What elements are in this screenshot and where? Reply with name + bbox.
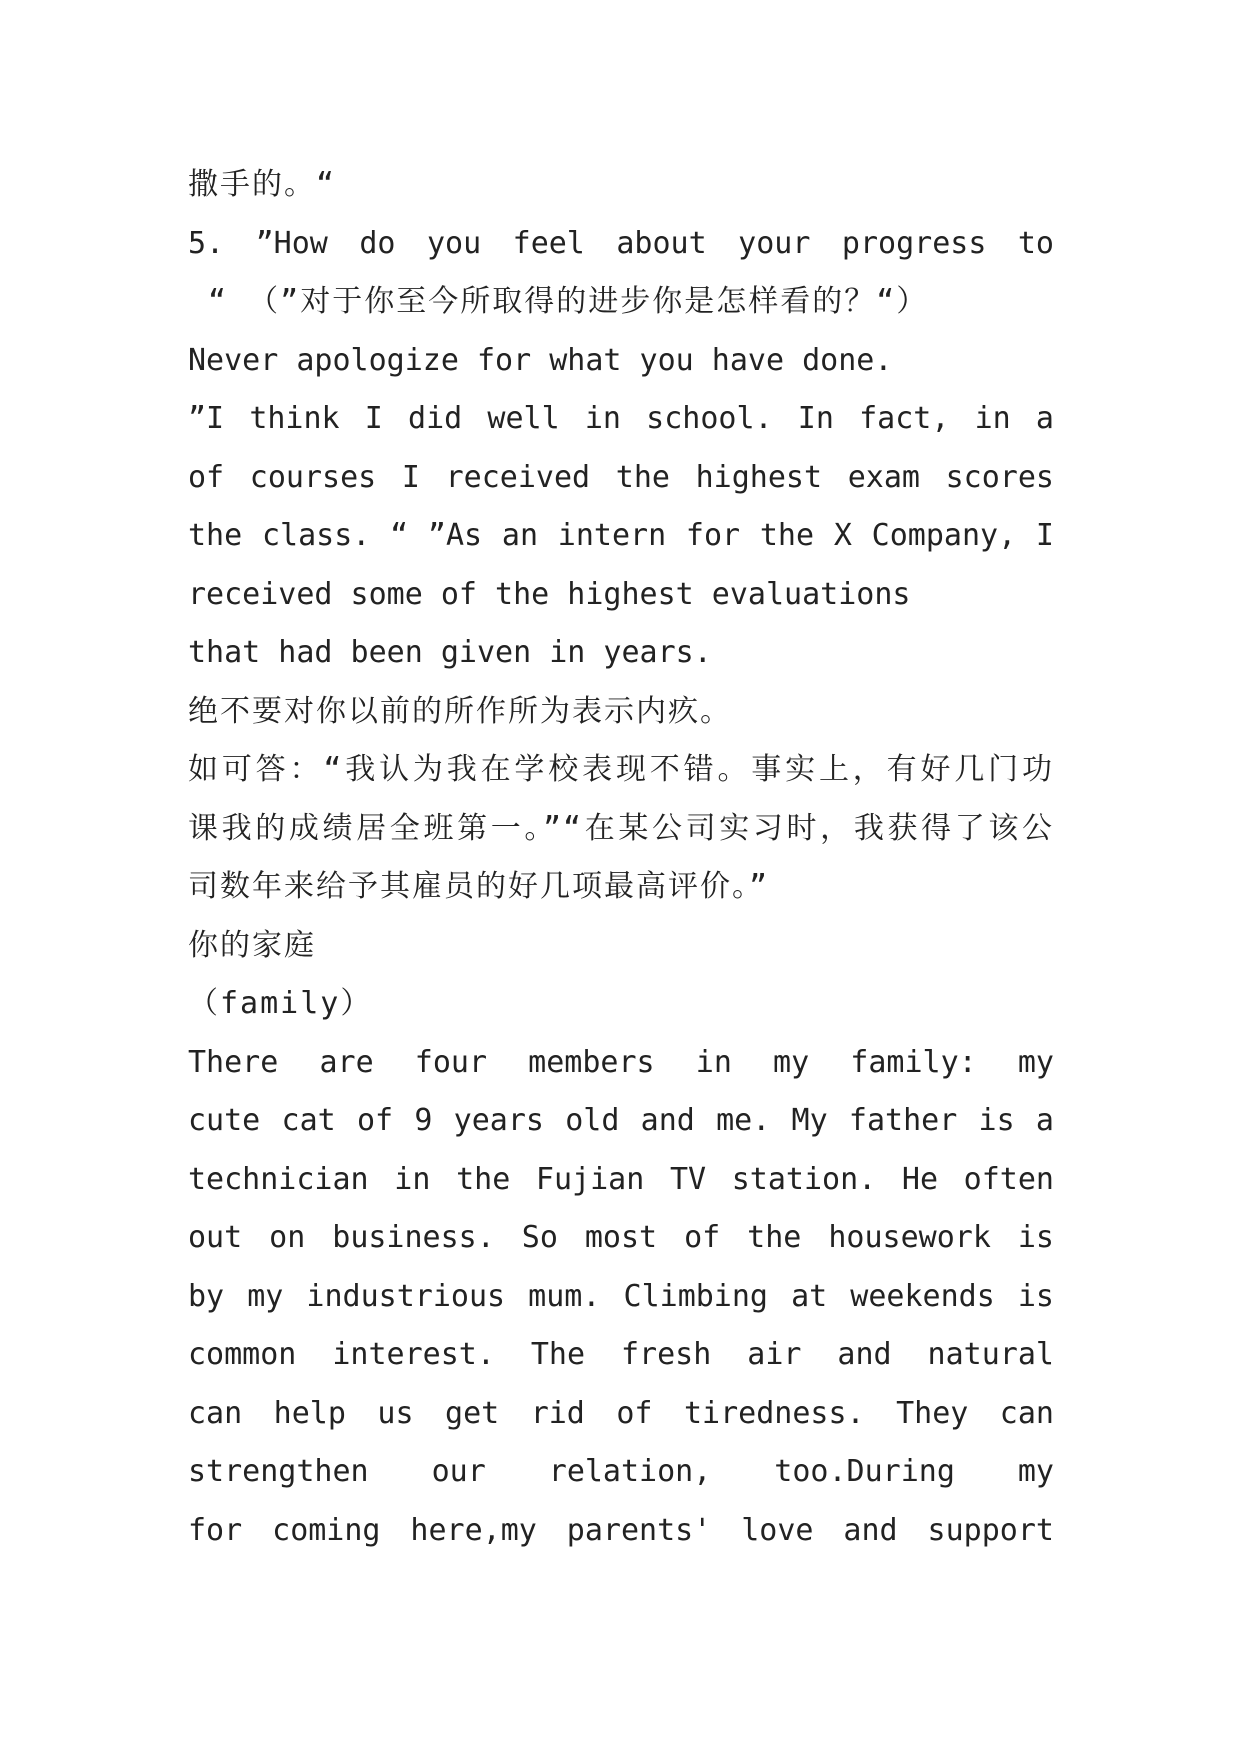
text-line: of courses I received the highest exam scores bbox=[188, 459, 1054, 495]
text-line: received some of the highest evaluations bbox=[188, 576, 911, 612]
text-line: can help us get rid of tiredness. They can bbox=[188, 1395, 1054, 1431]
text-line: cute cat of 9 years old and me. My father is a bbox=[188, 1103, 1054, 1138]
text-line: out on business. So most of the housework is bbox=[188, 1220, 1054, 1255]
text-line: 课我的成绩居全班第一。”“在某公司实习时，我获得了该公 bbox=[188, 810, 1054, 846]
text-line: ”I think I did well in school. In fact, in a bbox=[188, 401, 1054, 436]
text-line: technician in the Fujian TV station. He often bbox=[188, 1161, 1054, 1197]
section-subheading: （family） bbox=[188, 986, 373, 1021]
text-line: There are four members in my family: my bbox=[188, 1044, 1054, 1080]
text-line: 如可答：“我认为我在学校表现不错。事实上，有好几门功 bbox=[188, 752, 1054, 787]
text-line: 司数年来给予其雇员的好几项最高评价。” bbox=[188, 869, 770, 904]
text-line: 撒手的。“ bbox=[188, 167, 337, 202]
text-line: that had been given in years. bbox=[188, 635, 712, 670]
text-line: common interest. The fresh air and natural bbox=[188, 1337, 1054, 1372]
text-line: 5. ”How do you feel about your progress to bbox=[188, 225, 1054, 261]
text-line: the class. “ ”As an intern for the X Company, I bbox=[188, 518, 1054, 553]
section-heading: 你的家庭 bbox=[188, 927, 316, 963]
document-body bbox=[188, 156, 1054, 1560]
text-line: for coming here,my parents' love and support bbox=[188, 1512, 1054, 1548]
text-line: “ （”对于你至今所取得的进步你是怎样看的？“） bbox=[188, 284, 929, 319]
text-line: strengthen our relation, too.During my bbox=[188, 1454, 1054, 1489]
text-line: 绝不要对你以前的所作所为表示内疚。 bbox=[188, 693, 732, 729]
text-line: by my industrious mum. Climbing at weekends is bbox=[188, 1278, 1054, 1314]
text-line: Never apologize for what you have done. bbox=[188, 342, 893, 378]
